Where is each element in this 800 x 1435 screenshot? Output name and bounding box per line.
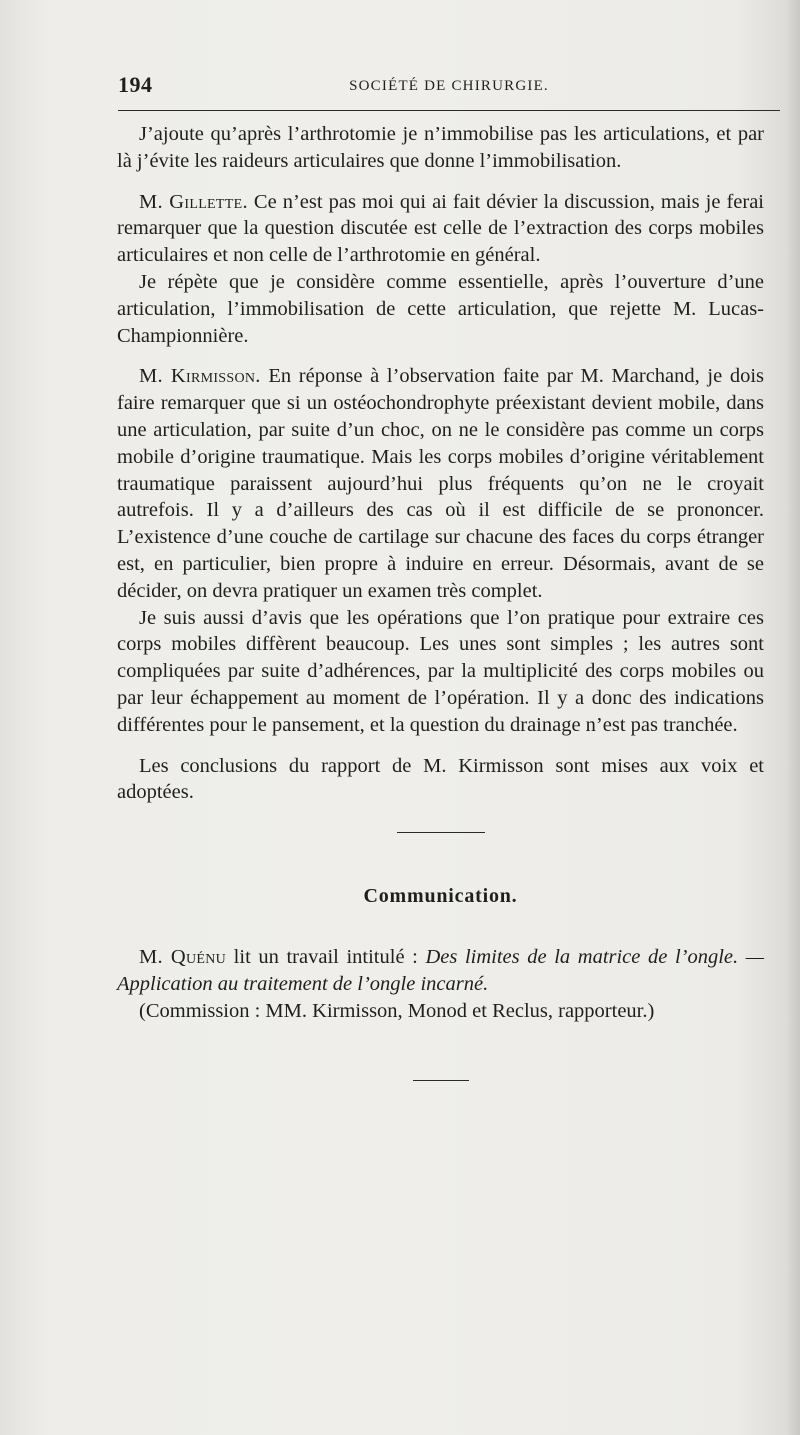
- paragraph-communication: [117, 944, 764, 998]
- communication-title: Des limites de la matrice de l’ongle. — Application au traitement de l’ongle incarné.: [117, 945, 764, 995]
- speaker-quenu: M. Quénu: [139, 945, 227, 968]
- paragraph-commission: (Commission : MM. Kirmisson, Monod et Reclus, rapporteur.): [139, 999, 655, 1022]
- speaker-kirmisson: M. Kirmisson.: [139, 365, 261, 388]
- gillette-text: Ce n’est pas moi qui ai fait dévier la discussion, mais je ferai remarquer que la question discutée est celle de l’extraction des corps mobiles articulaires et non celle de l’arthrotomie en général.: [117, 190, 764, 267]
- end-divider: [413, 1080, 469, 1081]
- section-heading-communication: Communication.: [363, 885, 518, 908]
- page-edge-shadow: [786, 0, 800, 1435]
- page-number: 194: [118, 72, 153, 97]
- header-rule: [118, 110, 780, 111]
- speaker-gillette: M. Gillette.: [139, 190, 248, 213]
- paragraph-gillette: [117, 189, 764, 269]
- running-title: SOCIÉTÉ DE CHIRURGIE.: [349, 78, 549, 94]
- page-header: [118, 72, 780, 102]
- paragraph-operations: Je suis aussi d’avis que les opérations que l’on pratique pour extraire ces corps mobiles diffèrent beaucoup. Les unes sont simples ; les autres sont compliquées par suite d’adhérences, par la multiplicité des corps mobiles ou par leur échappement au moment de l’opération. Il y a donc des indications différentes pour le pansement, et la question du drainage n’est pas tranchée.: [117, 606, 764, 736]
- body-text: [117, 121, 764, 1081]
- paragraph-arthrotomie: J’ajoute qu’après l’arthrotomie je n’immobilise pas les articulations, et par là j’évite les raideurs articulaires que donne l’immobilisation.: [117, 123, 764, 172]
- kirmisson-text: En réponse à l’observation faite par M. Marchand, je dois faire remarquer que si un ostéochondrophyte préexistant devient mobile, dans une articulation, par suite d’un choc, on ne le considère pas comme un corps mobile d’origine traumatique. Mais les corps mobiles d’origine véritablement traumatique paraissent aujourd’hui plus fréquents qu’on ne le croyait autrefois. Il y a d’ailleurs des cas où il est difficile de se prononcer. L’existence d’une couche de cartilage sur chacune des faces du corps étranger est, en particulier, bien propre à induire en erreur. Désormais, avant de se décider, on devra pratiquer un examen très complet.: [117, 365, 764, 602]
- paragraph-immobilisation: Je répète que je considère comme essentielle, après l’ouverture d’une articulation, l’immobilisation de cette articulation, que rejette M. Lucas-Championnière.: [117, 270, 764, 347]
- paragraph-conclusions: Les conclusions du rapport de M. Kirmisson sont mises aux voix et adoptées.: [117, 754, 764, 804]
- communication-intro: lit un travail intitulé :: [226, 945, 426, 968]
- section-divider: [397, 832, 485, 833]
- paragraph-kirmisson: [117, 363, 764, 604]
